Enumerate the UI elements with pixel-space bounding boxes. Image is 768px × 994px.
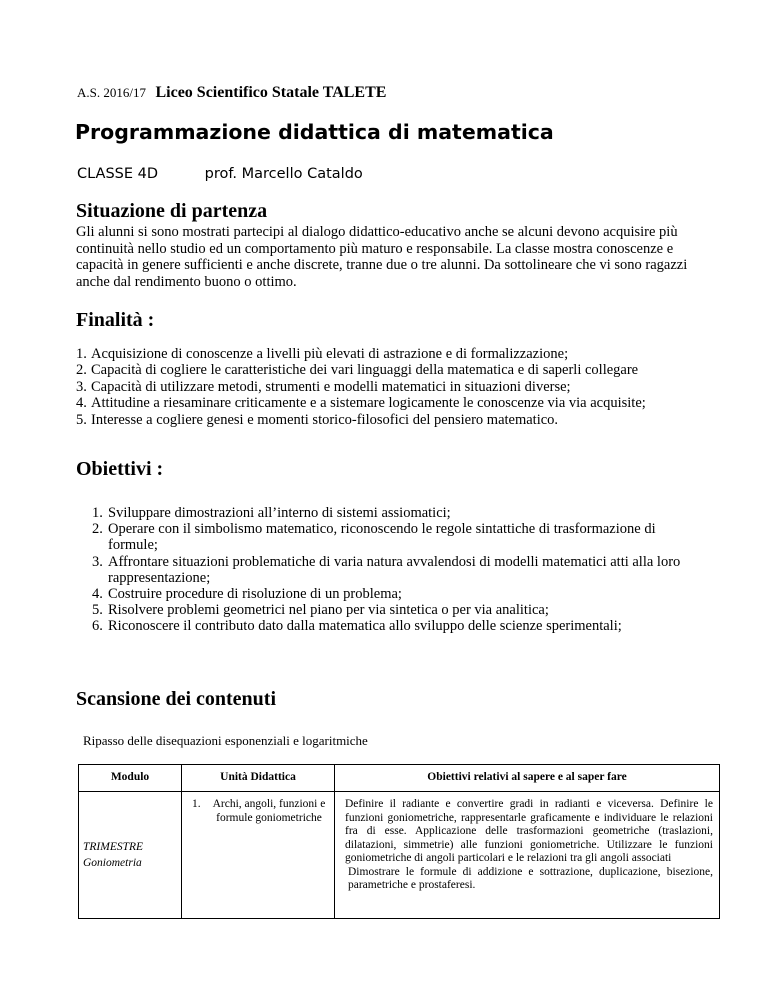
obiettivi-list xyxy=(76,505,706,635)
obiettivi-cell xyxy=(335,792,720,919)
modulo-subject: Goniometria xyxy=(83,857,142,869)
unita-number: 1. xyxy=(192,798,201,810)
list-number: 1. xyxy=(92,505,103,521)
teacher-name: prof. Marcello Cataldo xyxy=(204,166,363,182)
unita-cell xyxy=(182,792,335,919)
table-row xyxy=(79,792,720,919)
finalita-list xyxy=(76,346,646,428)
list-item xyxy=(76,362,646,378)
list-text: Riconoscere il contributo dato dalla matematica allo sviluppo delle scienze sperimentali; xyxy=(108,618,622,635)
table-header-obiettivi: Obiettivi relativi al sapere e al saper fare xyxy=(335,765,720,792)
list-text: Capacità di utilizzare metodi, strumenti e modelli matematici in situazioni diverse; xyxy=(91,378,571,395)
table-header-modulo: Modulo xyxy=(79,765,182,792)
list-number: 2. xyxy=(76,362,87,379)
list-number: 4. xyxy=(76,395,87,412)
list-number: 2. xyxy=(92,521,103,538)
obiettivi-text-1: Definire il radiante e convertire gradi in radianti e viceversa. Definire le funzioni goniometriche, rappresentarle graficamente e individuare le relazioni fra di esse. Applicazione delle trasformazioni geometriche (traslazioni, dilatazioni, simmetrie) alle funzioni goniometriche. Utilizzare le funzioni goniometriche di angoli particolari e le relazioni tra gli angoli associati xyxy=(345,798,713,864)
class-info xyxy=(77,166,363,182)
list-item xyxy=(76,505,706,521)
list-text: Costruire procedure di risoluzione di un problema; xyxy=(108,586,402,603)
class-label: CLASSE 4D xyxy=(77,166,159,182)
list-text: Affrontare situazioni problematiche di varia natura avvalendosi di modelli matematici atti alla loro rappresentazione; xyxy=(108,553,681,586)
list-text: Attitudine a riesaminare criticamente e a sistemare logicamente le conoscenze via via acquisite; xyxy=(91,395,646,412)
list-number: 3. xyxy=(76,378,87,395)
page-title: Programmazione didattica di matematica xyxy=(75,120,554,144)
unita-text: Archi, angoli, funzioni e formule goniometriche xyxy=(212,798,326,824)
list-number: 1. xyxy=(76,346,87,362)
table-header-unita: Unità Didattica xyxy=(182,765,335,792)
list-number: 5. xyxy=(76,411,87,428)
school-name: Liceo Scientifico Statale TALETE xyxy=(155,84,387,101)
list-text: Acquisizione di conoscenze a livelli più elevati di astrazione e di formalizzazione; xyxy=(91,346,569,362)
list-number: 4. xyxy=(92,586,103,603)
list-item xyxy=(76,602,706,618)
list-item xyxy=(76,412,646,428)
modulo-text xyxy=(83,839,143,871)
list-number: 6. xyxy=(92,618,103,635)
list-text: Risolvere problemi geometrici nel piano per via sintetica o per via analitica; xyxy=(108,602,549,619)
section-heading-situazione: Situazione di partenza xyxy=(76,200,268,222)
list-item xyxy=(76,346,646,362)
obiettivi-text-2: Dimostrare le formule di addizione e sottrazione, duplicazione, bisezione, parametriche e prostaferesi. xyxy=(348,865,713,891)
list-text: Capacità di cogliere le caratteristiche dei vari linguaggi della matematica e di saperli collegare xyxy=(91,362,639,379)
table-header-row xyxy=(79,765,720,792)
list-item xyxy=(76,554,706,586)
list-text: Sviluppare dimostrazioni all’interno di sistemi assiomatici; xyxy=(108,505,451,521)
section-heading-scansione: Scansione dei contenuti xyxy=(76,688,277,710)
school-header xyxy=(77,84,386,102)
school-year: A.S. 2016/17 xyxy=(77,85,146,100)
list-item xyxy=(76,395,646,411)
list-number: 3. xyxy=(92,553,103,570)
list-item xyxy=(76,379,646,395)
contents-table xyxy=(78,764,720,919)
section-heading-obiettivi: Obiettivi : xyxy=(76,458,164,480)
ripasso-note: Ripasso delle disequazioni esponenziali e logaritmiche xyxy=(83,733,368,748)
list-number: 5. xyxy=(92,602,103,619)
situazione-paragraph: Gli alunni si sono mostrati partecipi al dialogo didattico-educativo anche se alcuni devono acquisire più continuità nello studio ed un comportamento più maturo e responsabile. La classe mostra conoscenze e capacità in genere sufficienti e anche discrete, tranne due o tre alunni. Da sottolineare che vi sono ragazzi anche dal rendimento buono o ottimo. xyxy=(76,224,688,290)
modulo-term: TRIMESTRE xyxy=(83,841,144,853)
list-item xyxy=(76,521,706,553)
list-text: Interesse a cogliere genesi e momenti storico-filosofici del pensiero matematico. xyxy=(91,411,559,428)
list-text: Operare con il simbolismo matematico, riconoscendo le regole sintattiche di trasformazione di formule; xyxy=(108,521,656,554)
section-heading-finalita: Finalità : xyxy=(76,309,155,331)
list-item xyxy=(76,586,706,602)
modulo-cell xyxy=(79,792,182,919)
list-item xyxy=(76,618,706,634)
